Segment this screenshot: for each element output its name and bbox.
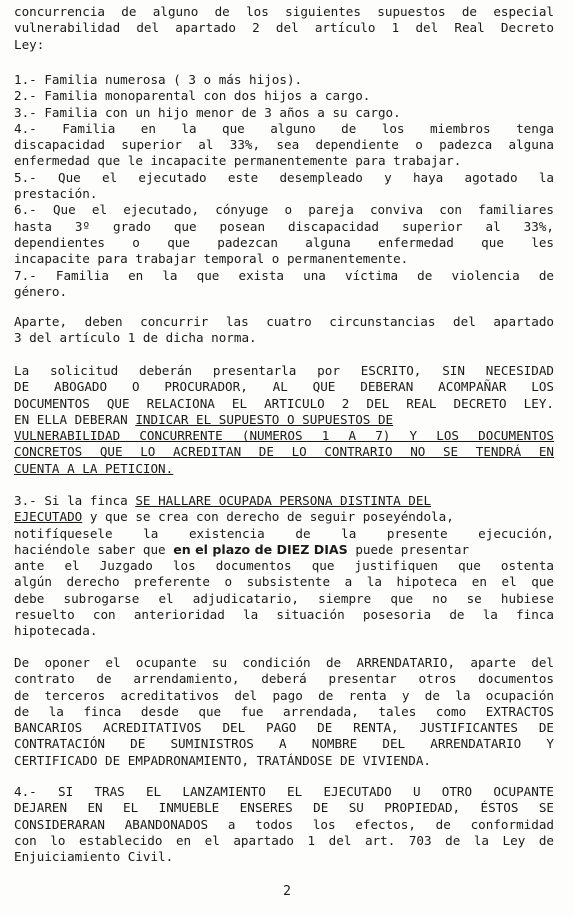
aparte-paragraph: [14, 314, 554, 347]
text-line: [14, 542, 554, 558]
text-line: de la finca desde que fue arrendada, tales como EXTRACTOS: [14, 703, 554, 719]
text-line: La solicitud deberán presentarla por ESCRITO, SIN NECESIDAD: [14, 363, 554, 378]
text-line: género.: [14, 283, 68, 299]
intro-paragraph: [14, 4, 554, 53]
list-item: 4.- Familia en la que alguno de los miembros tenga: [14, 120, 554, 136]
text-line: ante el Juzgado los documentos que justifiquen que ostenta: [14, 558, 554, 574]
text-line: DEJAREN EN EL INMUEBLE ENSERES DE SU PROPIEDAD, ÉSTOS SE: [14, 800, 554, 816]
text-line: DE ABOGADO O PROCURADOR, AL QUE DEBERAN ACOMPAÑAR LOS: [14, 379, 554, 395]
list-item: 6.- Que el ejecutado, cónyuge o pareja conviva con familiares: [14, 202, 554, 218]
text-line: resuelto con anterioridad la situación posesoria de la finca: [14, 607, 554, 623]
text-segment: 3.- Si la finca: [14, 493, 136, 508]
text-line: prestación.: [14, 186, 98, 202]
text-segment: haciéndole saber que: [14, 541, 174, 557]
text-line: algún derecho preferente o subsistente a la hipoteca en el que: [14, 574, 554, 590]
text-line: de terceros acreditativos del pago de renta y de la ocupación: [14, 687, 554, 703]
underlined-text: CONCRETOS QUE LO ACREDITAN DE LO CONTRARIO NO SE TENDRÁ EN: [14, 444, 554, 460]
text-line: [14, 412, 554, 428]
text-line: Aparte, deben concurrir las cuatro circunstancias del apartado: [14, 314, 554, 329]
text-line: discapacidad superior al 33%, sea dependiente o padezca alguna: [14, 137, 554, 153]
text-line: notifíquesele la existencia de la presente ejecución,: [14, 525, 554, 541]
text-line: dependientes o que padezcan alguna enfermedad que les: [14, 234, 554, 250]
bold-text: en el plazo de DIEZ DIAS: [173, 541, 348, 557]
text-line: vulnerabilidad del apartado 2 del artículo 1 del Real Decreto: [14, 20, 554, 36]
page-number: 2: [283, 884, 291, 899]
text-line: hipotecada.: [14, 623, 98, 639]
text-line: hasta 3º grado que posean discapacidad superior al 33%,: [14, 218, 554, 234]
underlined-text: CUENTA A LA PETICION.: [14, 460, 174, 476]
text-line: CERTIFICADO DE EMPADRONAMIENTO, TRATÁNDOSE DE VIVIENDA.: [14, 752, 432, 768]
underlined-text: VULNERABILIDAD CONCURRENTE (NUMEROS 1 A 7) Y LOS DOCUMENTOS: [14, 428, 554, 444]
list-item: 7.- Familia en la que exista una víctima de violencia de: [14, 267, 554, 283]
vulnerability-list: [14, 72, 554, 300]
text-line: De oponer el ocupante su condición de ARRENDATARIO, aparte del: [14, 655, 554, 670]
underlined-text: SE HALLARE OCUPADA PERSONA DISTINTA DEL: [135, 493, 432, 508]
lanzamiento-paragraph: [14, 784, 554, 865]
text-line: Ley:: [14, 36, 45, 52]
text-line: enfermedad que le incapacite permanentemente para trabajar.: [14, 153, 462, 169]
text-segment: puede presentar: [347, 541, 470, 557]
text-line: DOCUMENTOS QUE RELACIONA EL ARTICULO 2 DEL REAL DECRETO LEY.: [14, 395, 554, 411]
arrendatario-paragraph: [14, 655, 554, 769]
list-item: 1.- Familia numerosa ( 3 o más hijos).: [14, 72, 303, 87]
text-line: Enjuiciamiento Civil.: [14, 849, 174, 865]
text-line: debe subrogarse el adjudicatario, siempre que no se hubiese: [14, 590, 554, 606]
text-line: incapacite para trabajar temporal o permanentemente.: [14, 251, 409, 267]
solicitud-paragraph: [14, 363, 554, 477]
text-line: CONSIDERARAN ABANDONADOS a todos los efectos, de conformidad: [14, 816, 554, 832]
text-line: [14, 493, 554, 509]
text-line: con lo establecido en el apartado 1 del art. 703 de la Ley de: [14, 832, 554, 848]
text-line: contrato de arrendamiento, deberá presentar otros documentos: [14, 671, 554, 687]
underlined-text: EJECUTADO: [14, 509, 83, 525]
list-item: 5.- Que el ejecutado este desempleado y haya agotado la: [14, 169, 554, 185]
text-segment: y que se crea con derecho de seguir poseyéndola,: [82, 509, 454, 525]
text-line: [14, 509, 554, 525]
underlined-text: INDICAR EL SUPUESTO O SUPUESTOS DE: [135, 411, 394, 427]
list-item: 2.- Familia monoparental con dos hijos a cargo.: [14, 88, 371, 104]
text-segment: EN ELLA DEBERAN: [14, 411, 136, 427]
text-line: CONTRATACIÓN DE SUMINISTROS A NOMBRE DEL ARRENDATARIO Y: [14, 736, 554, 752]
finca-paragraph: [14, 493, 554, 640]
text-line: concurrencia de alguno de los siguientes supuestos de especial: [14, 4, 554, 19]
list-item: 3.- Familia con un hijo menor de 3 años a su cargo.: [14, 104, 401, 120]
text-line: BANCARIOS ACREDITATIVOS DEL PAGO DE RENTA, JUSTIFICANTES DE: [14, 720, 554, 736]
text-line: 4.- SI TRAS EL LANZAMIENTO EL EJECUTADO U OTRO OCUPANTE: [14, 784, 554, 799]
text-line: 3 del artículo 1 de dicha norma.: [14, 330, 257, 346]
